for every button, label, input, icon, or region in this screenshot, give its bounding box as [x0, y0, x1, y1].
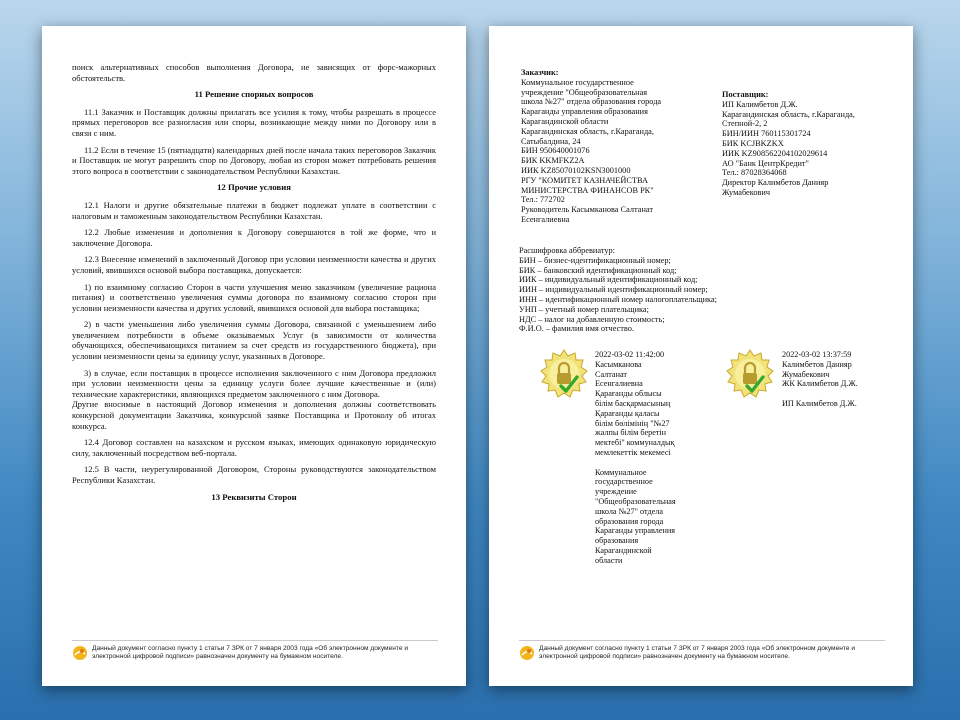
- paragraph-11-1: 11.1 Заказчик и Поставщик должны прилагать все усилия к тому, чтобы разрешать в процессе прямых переговоров все разногласия или споры, возникающие между ними по Договору или в связи с ним.: [72, 106, 436, 138]
- paragraph-12-3-3: 3) в случае, если поставщик в процессе исполнения заключенного с ним Договора предложил при условии неизменности цены за единицу услуги более лучшие качественные и (или) технические характеристики, являющихся предметом заключенного с ним Договора.: [72, 367, 436, 399]
- document-page-1: [42, 26, 466, 686]
- page2-footer: [519, 640, 885, 662]
- footer-text: Данный документ согласно пункту 1 статьи 7 ЗРК от 7 января 2003 года «Об электронном документе и электронной цифровой подписи» равнозначен документу на бумажном носителе.: [92, 645, 409, 661]
- paragraph-12-3-4: Другие вносимые в настоящий Договор изменения и дополнения должны соответствовать конкурсной документации Заказчика, конкурсной заявке Поставщика и Протоколу об итогах конкурса.: [72, 399, 436, 431]
- section-13-heading: 13 Реквизиты Сторон: [211, 491, 297, 502]
- supplier-body: ИП Калимбетов Д.Ж. Карагандинская область, г.Караганда, Степной-2, 2 БИН/ИИН 760115301724 БИК KCJBKZKX ИИК KZ908562204102029614 АО "Банк ЦентрКредит" Тел.: 87028364068 Директор Калимбетов Данияр Жумабекович: [722, 99, 855, 197]
- paragraph-12-3-2: 2) в части уменьшения либо увеличения суммы Договора, связанной с уменьшением либо увеличением потребности в объеме оказываемых Услуг (в зависимости от количества обучающихся, обеспечивающихся питанием за счет средств из государственного бюджета), при условии неизменности цены за единицу услуг, указанных в Договоре.: [72, 319, 436, 362]
- paragraph-11-2: 11.2 Если в течение 15 (пятнадцати) календарных дней после начала таких переговоров Заказчик и Поставщик не могут разрешить спор по Договору, любая из сторон может потребовать решения этого вопроса в соответствии с законодательством Республики Казахстан.: [72, 144, 436, 176]
- supplier-details: [722, 90, 912, 198]
- paragraph-12-2: 12.2 Любые изменения и дополнения к Договору совершаются в той же форме, что и заключение Договора.: [72, 227, 436, 248]
- egov-logo-icon: [519, 645, 535, 661]
- page1-content: [72, 62, 436, 509]
- signature-seal-icon: [725, 348, 775, 400]
- customer-body: Коммунальное государственное учреждение "Общеобразовательная школа №27" отдела образования города Караганды управления образования Карагандинской области Карагандинская область, г.Караганда, Сатыбалдина, 24 БИН 950640001076 БИК KKMFKZ2A ИИК KZ85070102KSN3001000 РГУ "КОМИТЕТ КАЗНАЧЕЙСТВА МИНИСТЕРСТВА ФИНАНСОВ РК" Тел.: 772702 Руководитель Касымканова Салтанат Есенгалиевна: [521, 77, 662, 224]
- paragraph-12-3-1: 1) по взаимному согласию Сторон в части улучшения меню заказчиком (увеличение рациона питания) и соответственно увеличения суммы договора по взаимному согласию сторон при условии неизменности качества и других условий, явившихся основой для выбора поставщика;: [72, 281, 436, 313]
- customer-signature-info: 2022-03-02 11:42:00 Касымканова Салтанат Есенгалиевна Қарағанды облысы білім басқармасының Қарағанды қаласы білім бөлімінің "№27 жалпы білім беретін мектебі" коммуналдық мемлекеттік мекемесі Коммунальное государственное учреждение "Общеобразовательная школа №27" отдела образования города Караганды управления образования Карагандинской области: [595, 350, 676, 565]
- paragraph-12-1: 12.1 Налоги и другие обязательные платежи в бюджет подлежат уплате в соответствии с налоговым и таможенным законодательством Республики Казахстан.: [72, 199, 436, 221]
- abbreviations-list: Расшифровка аббревиатур: БИН – бизнес-идентификационный номер; БИК – банковский идентификационный код; ИИК – индивидуальный идентификационный код; ИИН – индивидуальный идентификационный номер; ИНН – идентификационный номер налогоплательщика; УНП – учетный номер плательщика; НДС – налог на добавленную стоимость; Ф.И.О. – фамилия имя отчество.: [519, 246, 717, 334]
- footer-text: Данный документ согласно пункту 1 статьи 7 ЗРК от 7 января 2003 года «Об электронном документе и электронной цифровой подписи» равнозначен документу на бумажном носителе.: [539, 645, 856, 661]
- page1-footer: [72, 640, 438, 662]
- customer-title: Заказчик:: [521, 68, 559, 77]
- document-page-2: [489, 26, 913, 686]
- paragraph-12-3: 12.3 Внесение изменений в заключенный Договор при условии неизменности качества и других условий, явившихся основой выбора поставщика, допускается:: [72, 254, 436, 275]
- section-12-heading: 12 Прочие условия: [217, 182, 291, 193]
- egov-logo-icon: [72, 645, 88, 661]
- intro-paragraph: поиск альтернативных способов выполнения Договора, не зависящих от форс-мажорных обстоятельств.: [72, 62, 436, 83]
- paragraph-12-4: 12.4 Договор составлен на казахском и русском языках, имеющих одинаковую юридическую силу, заключенный посредством веб-портала.: [72, 437, 436, 458]
- section-11-heading: 11 Решение спорных вопросов: [194, 89, 314, 100]
- signature-seal-icon: [539, 348, 589, 400]
- supplier-signature-info: 2022-03-02 13:37:59 Калимбетов Данияр Жумабекович ЖК Калимбетов Д.Ж. ИП Калимбетов Д.Ж.: [782, 350, 858, 408]
- customer-details: [521, 68, 721, 225]
- supplier-title: Поставщик:: [722, 90, 769, 99]
- paragraph-12-5: 12.5 В части, неурегулированной Договором, Стороны руководствуются законодательством Республики Казахстан.: [72, 464, 436, 485]
